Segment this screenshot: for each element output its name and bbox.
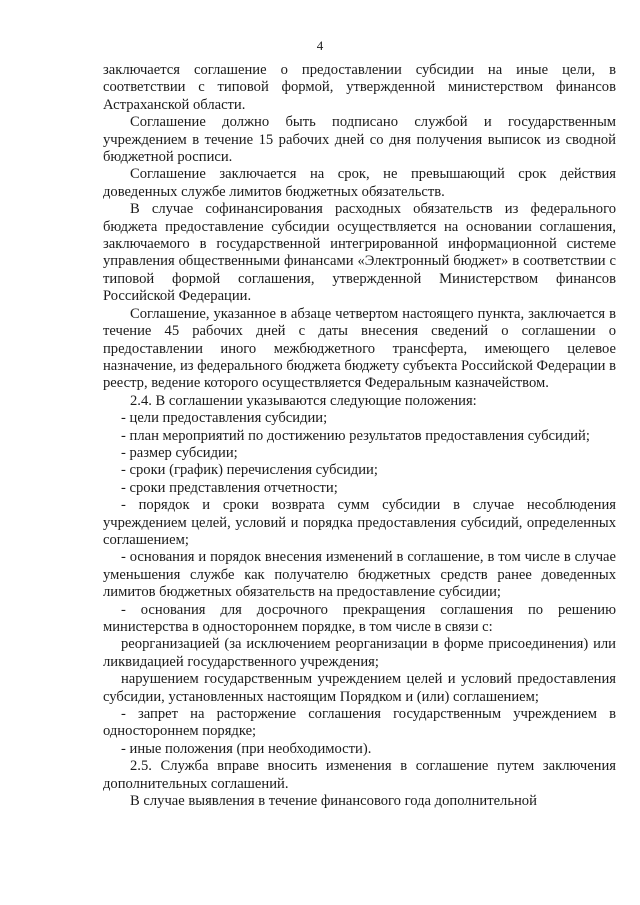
paragraph-clause-2-5: 2.5. Служба вправе вносить изменения в соглашение путем заключения дополнительных соглашений. [103, 758, 616, 792]
paragraph-subsidy-agreement-form: заключается соглашение о предоставлении субсидии на иные цели, в соответствии с типовой формой, утвержденной министерством финансов Астраханской области. [103, 62, 616, 113]
list-item: - запрет на расторжение соглашения государственным учреждением в одностороннем порядке; [103, 706, 616, 740]
list-item: - план мероприятий по достижению результатов предоставления субсидий; [121, 427, 590, 444]
paragraph-continuation: В случае выявления в течение финансового года дополнительной [130, 793, 537, 810]
list-item: нарушением государственным учреждением целей и условий предоставления субсидии, установленных настоящим Порядком и (или) соглашением; [103, 671, 616, 705]
paragraph-agreement-term: Соглашение заключается на срок, не превышающий срок действия доведенных службе лимитов бюджетных обязательств. [103, 166, 616, 200]
list-item: - порядок и сроки возврата сумм субсидии в случае несоблюдения учреждением целей, условий и порядка предоставления субсидий, определенных соглашением; [103, 497, 616, 548]
document-text [103, 62, 616, 810]
paragraph-conclusion-deadline: Соглашение, указанное в абзаце четвертом настоящего пункта, заключается в течение 45 рабочих дней с даты внесения сведений о соглашении о предоставлении иного межбюджетного трансферта, имеющего целевое назначение, из федерального бюджета бюджету субъекта Российской Федерации в реестр, ведение которого осуществляется Федеральным казначейством. [103, 305, 617, 392]
list-item: - иные положения (при необходимости). [121, 740, 372, 757]
paragraph-clause-2-4: 2.4. В соглашении указываются следующие положения: [130, 392, 477, 409]
list-item: - сроки (график) перечисления субсидии; [121, 462, 378, 479]
list-item: реорганизацией (за исключением реорганизации в форме присоединения) или ликвидацией государственного учреждения; [103, 636, 616, 670]
list-item: - основания для досрочного прекращения соглашения по решению министерства в одностороннем порядке, в том числе в связи с: [103, 601, 616, 635]
list-item: - размер субсидии; [121, 444, 238, 461]
list-item: - основания и порядок внесения изменений в соглашение, в том числе в случае уменьшения службе как получателю бюджетных средств ранее доведенных лимитов бюджетных обязательств на предоставление субсидии; [103, 549, 616, 601]
list-item: - сроки представления отчетности; [121, 479, 338, 496]
list-item: - цели предоставления субсидии; [121, 410, 328, 427]
paragraph-signing-deadline: Соглашение должно быть подписано службой и государственным учреждением в течение 15 рабочих дней со дня получения выписок из сводной бюджетной росписи. [103, 114, 616, 166]
page-number: 4 [316, 38, 324, 53]
paragraph-cofinancing: В случае софинансирования расходных обязательств из федерального бюджета предоставление субсидии осуществляется на основании соглашения, заключаемого в государственной интегрированной информационной системе управления общественными финансами «Электронный бюджет» в соответствии с типовой формой соглашения, утвержденной Министерством финансов Российской Федерации. [103, 201, 616, 305]
